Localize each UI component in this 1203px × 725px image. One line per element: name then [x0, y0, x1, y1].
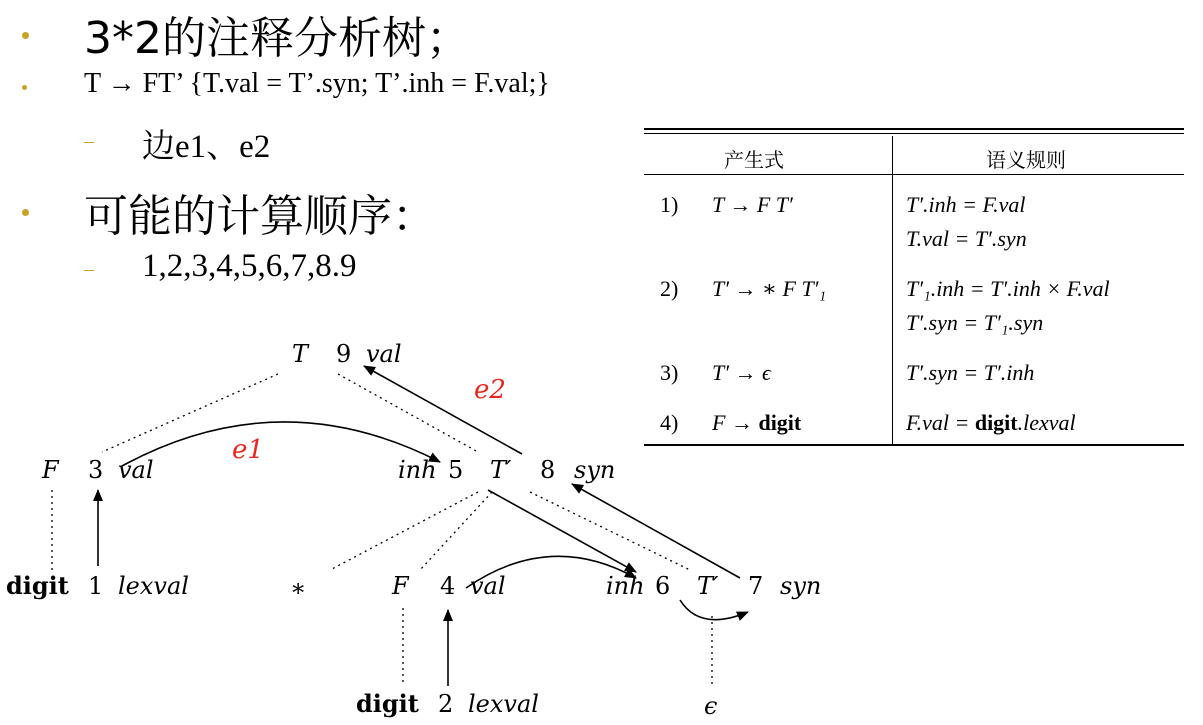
edge-Tprime-star — [330, 492, 478, 570]
node-3: 3 — [88, 456, 104, 484]
row-2-num: 2) — [660, 276, 679, 301]
node-epsilon: ϵ — [704, 692, 718, 720]
bullet-text: 边e1、e2 — [142, 129, 271, 165]
row-2-rule-2: T′.syn = T′₁.syn — [906, 310, 1044, 335]
row-1-num: 1) — [660, 192, 679, 217]
attr-inh-6: inh — [606, 572, 645, 600]
node-8: 8 — [540, 456, 556, 484]
arrow-5-to-6 — [488, 490, 636, 572]
node-2: 2 — [438, 690, 454, 718]
row-2-production: T′ → ∗ F T′₁ — [712, 276, 827, 301]
node-9: 9 — [336, 340, 352, 368]
attr-val-4: val — [470, 572, 506, 600]
arrow-6-to-7 — [680, 600, 748, 620]
node-5: 5 — [448, 456, 464, 484]
row-1-production: T → F T′ — [712, 192, 793, 217]
attr-val-9: val — [366, 340, 402, 368]
attr-syn-7: syn — [780, 572, 822, 600]
node-6: 6 — [655, 572, 671, 600]
node-7: 7 — [748, 572, 764, 600]
node-F: F — [42, 456, 59, 484]
row-4-rule-1: F.val = digit.lexval — [906, 410, 1076, 435]
row-1-rule-1: T′.inh = F.val — [906, 192, 1026, 217]
node-T-prime: T′ — [490, 456, 512, 484]
arrow-e1-3-to-5 — [122, 422, 440, 466]
attr-lexval-1: lexval — [118, 572, 189, 600]
attr-inh-5: inh — [398, 456, 437, 484]
bullet-text: T → FT’ {T.val = T’.syn; T’.inh = F.val;} — [84, 68, 550, 99]
node-digit: digit — [6, 571, 69, 600]
node-digit-2: digit — [356, 689, 419, 718]
attr-syn-8: syn — [574, 456, 616, 484]
edge-T-Tprime — [338, 374, 478, 452]
bullet-text: 可能的计算顺序： — [84, 191, 436, 242]
node-T: T — [292, 340, 309, 368]
node-1: 1 — [88, 572, 104, 600]
header-production: 产生式 — [724, 148, 784, 172]
bullet-dash: – — [84, 258, 94, 280]
row-4-num: 4) — [660, 410, 679, 435]
attr-lexval-2: lexval — [468, 690, 539, 718]
node-4: 4 — [440, 572, 456, 600]
attr-val-3: val — [118, 456, 154, 484]
node-F-2: F — [392, 572, 409, 600]
tree-edges — [52, 374, 712, 685]
bullet-text: 3*2的注释分析树； — [84, 13, 470, 64]
row-3-production: T′ → ϵ — [712, 360, 771, 385]
node-star: ∗ — [290, 574, 307, 602]
row-3-rule-1: T′.syn = T′.inh — [906, 360, 1035, 385]
row-1-rule-2: T.val = T′.syn — [906, 226, 1027, 251]
dependency-arrows — [98, 366, 748, 686]
row-4-production: F → digit — [712, 410, 802, 435]
edge-label-e2: e2 — [474, 375, 506, 405]
edge-label-e1: e1 — [232, 435, 264, 465]
bullet-text: 1,2,3,4,5,6,7,8.9 — [142, 248, 357, 284]
bullet-dash: – — [84, 130, 94, 152]
row-3-num: 3) — [660, 360, 679, 385]
node-T-prime-2: T′ — [697, 572, 719, 600]
row-2-rule-1: T′₁.inh = T′.inh × F.val — [906, 276, 1110, 301]
header-semantic-rule: 语义规则 — [986, 148, 1066, 172]
arrow-7-to-8 — [572, 484, 740, 578]
